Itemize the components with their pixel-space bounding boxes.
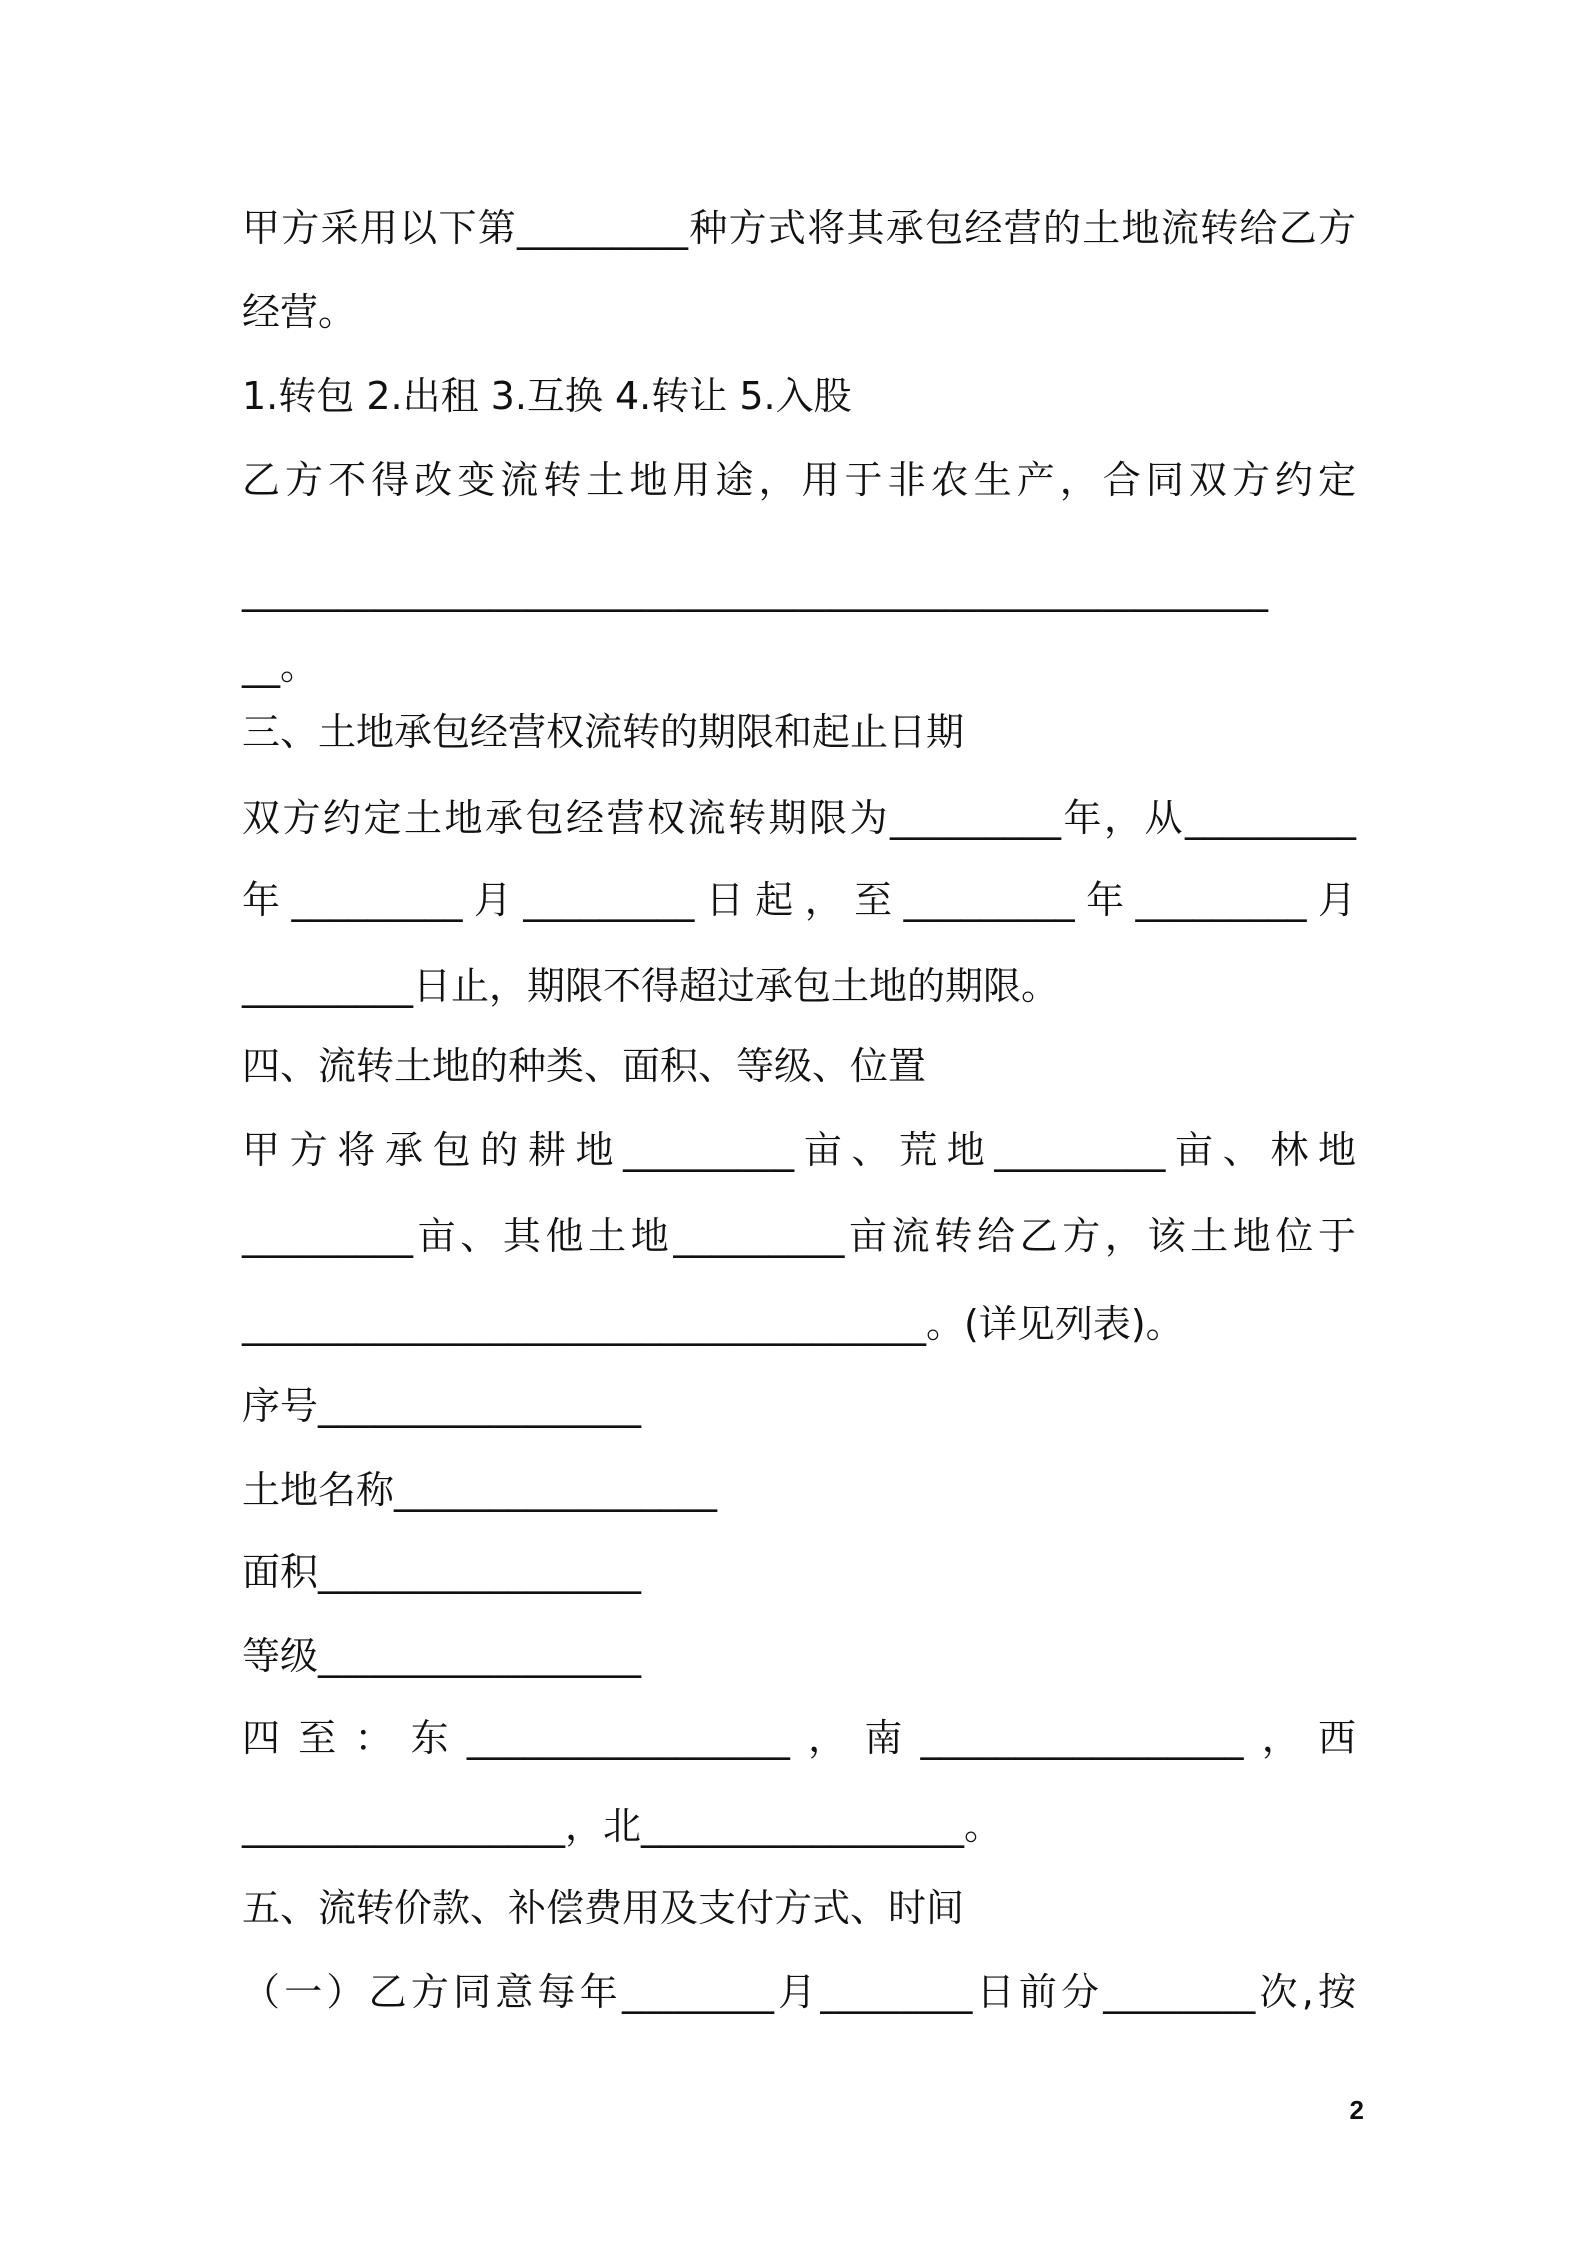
paragraph-line-9: 年_________月_________日起，至_________年_________月 (242, 878, 1356, 922)
paragraph-line-8: 双方约定土地承包经营权流转期限为_________年，从_________ (242, 796, 1356, 840)
paragraph-line-14: ____________________________________。(详见列表)。 (242, 1302, 1184, 1346)
field-area: 面积_________________ (242, 1550, 642, 1594)
field-land-name: 土地名称_________________ (242, 1468, 718, 1512)
options-list: 1.转包 2.出租 3.互换 4.转让 5.入股 (242, 374, 852, 418)
section-heading-3: 三、土地承包经营权流转的期限和起止日期 (242, 710, 965, 754)
paragraph-line-22: （一）乙方同意每年________月________日前分________次,按 (242, 1970, 1356, 2014)
paragraph-line-4: 乙方不得改变流转土地用途，用于非农生产，合同双方约定 (242, 458, 1356, 502)
field-serial-number: 序号_________________ (242, 1384, 642, 1428)
field-grade: 等级_________________ (242, 1634, 642, 1678)
paragraph-line-1: 甲方采用以下第_________种方式将其承包经营的土地流转给乙方 (242, 206, 1356, 250)
paragraph-line-2: 经营。 (242, 290, 357, 334)
field-boundaries-cont: _________________，北_________________。 (242, 1804, 1003, 1848)
paragraph-line-13: _________亩、其他土地_________亩流转给乙方，该土地位于 (242, 1214, 1356, 1258)
section-heading-5: 五、流转价款、补偿费用及支付方式、时间 (242, 1886, 965, 1930)
blank-line-end: __。 (242, 644, 319, 688)
paragraph-line-10: _________日止，期限不得超过承包土地的期限。 (242, 964, 1060, 1008)
page-number: 2 (1349, 2095, 1364, 2125)
paragraph-line-12: 甲方将承包的耕地_________亩、荒地_________亩、林地 (242, 1128, 1356, 1172)
blank-line-long: ______________________________________________________ (242, 568, 1268, 612)
section-heading-4: 四、流转土地的种类、面积、等级、位置 (242, 1044, 927, 1088)
field-boundaries: 四至：东_________________，南_________________，西 (242, 1716, 1356, 1760)
